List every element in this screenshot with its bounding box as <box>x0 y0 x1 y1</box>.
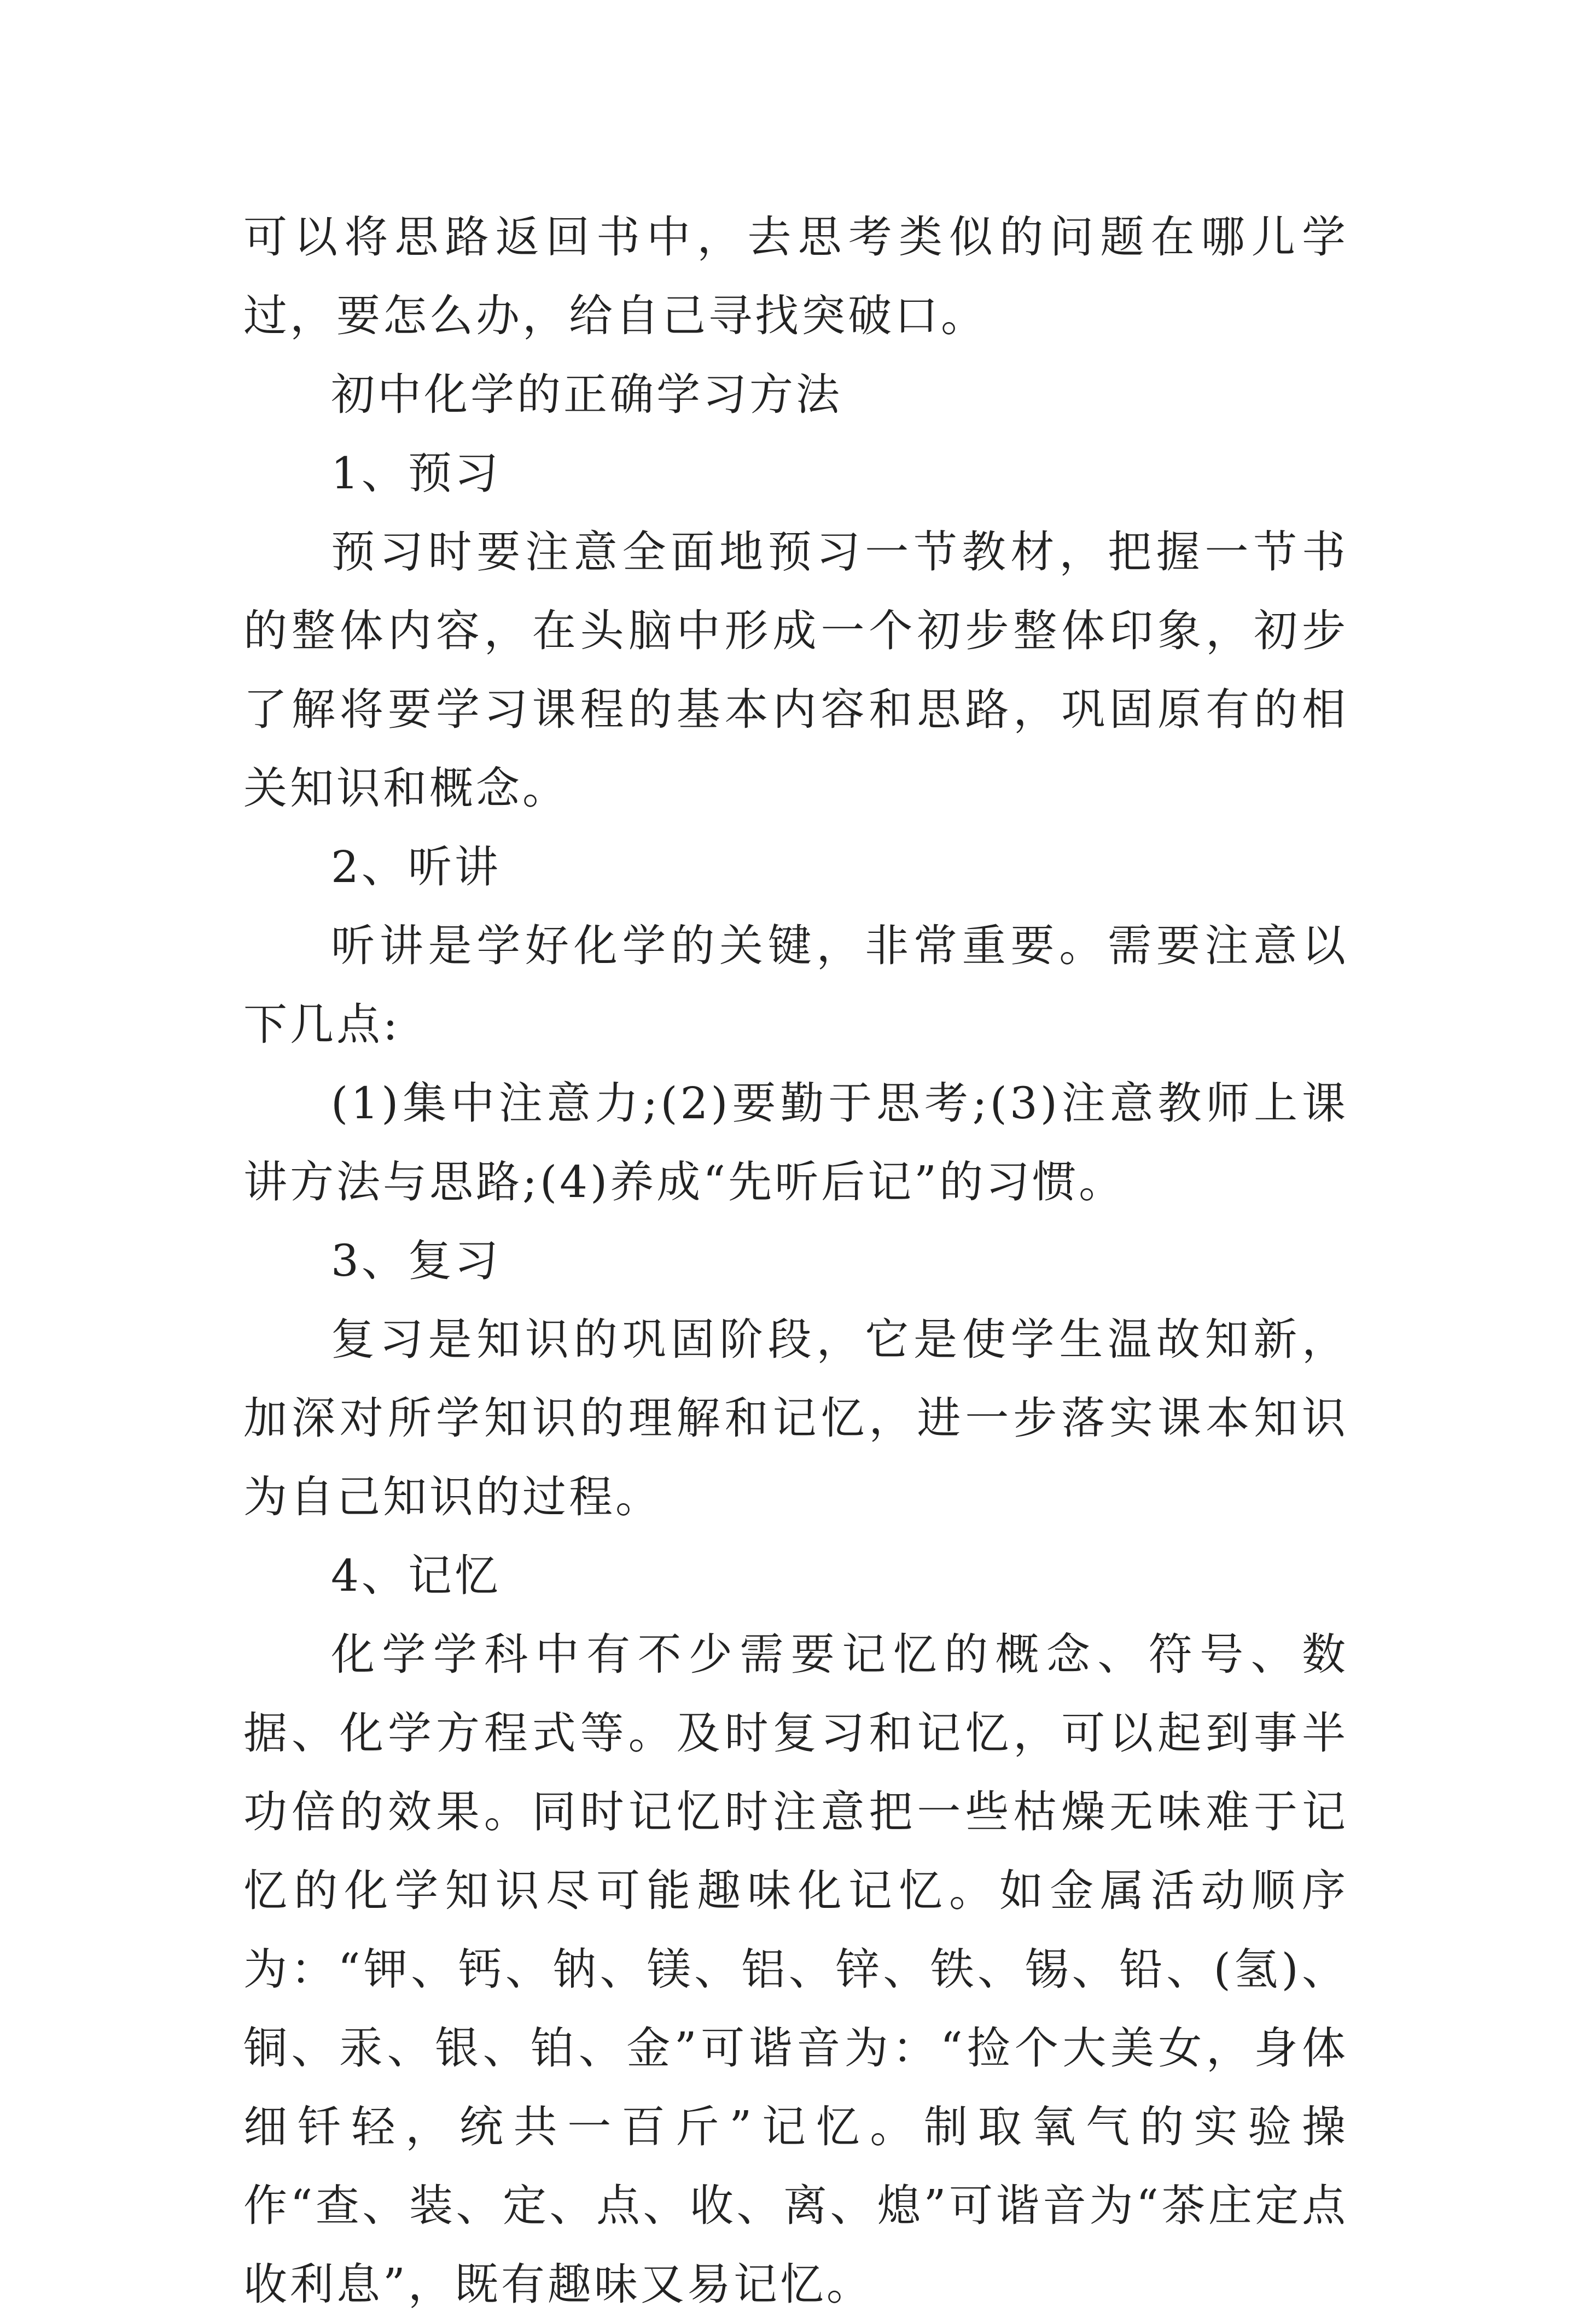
subheading-memory: 4、记忆 <box>331 1550 501 1601</box>
paragraph-continuation: 可以将思路返回书中，去思考类似的问题在哪儿学过，要怎么办，给自己寻找突破口。 <box>243 212 1348 341</box>
document-body <box>243 198 1348 2324</box>
paragraph-memory: 化学学科中有不少需要记忆的概念、符号、数据、化学方程式等。及时复习和记忆，可以起到事半功倍的效果。同时记忆时注意把一些枯燥无味难于记忆的化学知识尽可能趣味化记忆。如金属活动顺序为：“钾、钙、钠、镁、铝、锌、铁、锡、铅、(氢)、铜、汞、银、铂、金”可谐音为：“捡个大美女，身体细钎轻，统共一百斤”记忆。制取氧气的实验操作“查、装、定、点、收、离、熄”可谐音为“茶庄定点收利息”，既有趣味又易记忆。 <box>243 1629 1348 2310</box>
paragraph-review: 复习是知识的巩固阶段，它是使学生温故知新，加深对所学知识的理解和记忆，进一步落实课本知识为自己知识的过程。 <box>243 1314 1348 1522</box>
section-heading: 初中化学的正确学习方法 <box>331 369 842 420</box>
paragraph-preview: 预习时要注意全面地预习一节教材，把握一节书的整体内容，在头脑中形成一个初步整体印象，初步了解将要学习课程的基本内容和思路，巩固原有的相关知识和概念。 <box>243 527 1348 814</box>
subheading-preview: 1、预习 <box>331 448 501 499</box>
paragraph-listening-points: (1)集中注意力;(2)要勤于思考;(3)注意教师上课讲方法与思路;(4)养成“先听后记”的习惯。 <box>243 1078 1348 1207</box>
subheading-review: 3、复习 <box>331 1235 501 1286</box>
subheading-listening: 2、听讲 <box>331 842 501 892</box>
paragraph-listening: 听讲是学好化学的关键，非常重要。需要注意以下几点: <box>243 920 1348 1050</box>
